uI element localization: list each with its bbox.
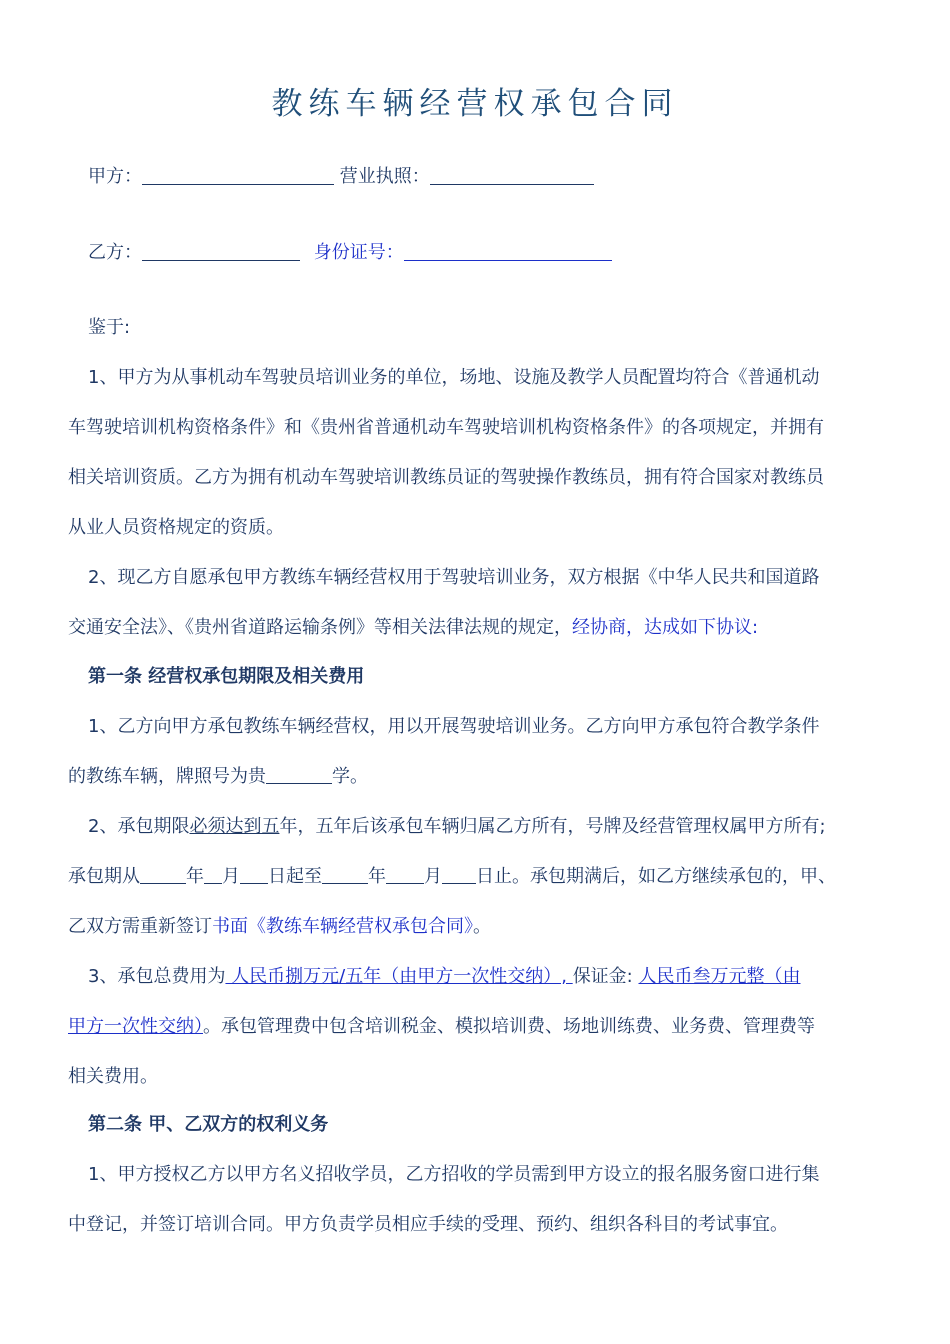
business-license-label: 营业执照： [339,166,430,187]
art1-c3-line-3: 相关费用。 [68,1066,158,1087]
party-a-blank[interactable] [142,166,334,185]
term-label: 2、承包期限 [88,816,190,837]
end-year-blank[interactable] [322,867,368,884]
total-fee-label: 3、承包总费用为 [88,966,226,987]
end-day-text: 日止。承包期满后，如乙方继续承包的，甲、 [476,866,836,887]
party-b-label: 乙方： [88,242,142,263]
art1-c3-line-1 [88,962,908,988]
start-month-blank[interactable] [204,867,222,884]
whereas-label: 鉴于: [88,317,131,338]
art1-c1-line-2 [68,762,888,788]
business-license-blank[interactable] [430,166,594,185]
renew-period: 。 [473,916,491,937]
art1-c2-line-2 [68,862,888,888]
art1-c1-line-1: 1、乙方向甲方承包教练车辆经营权，用以开展驾驶培训业务。乙方向甲方承包符合教学条件 [88,716,820,737]
document-title: 教练车辆经营权承包合同 [271,86,679,122]
end-year-unit: 年 [368,866,386,887]
p1-line-3: 相关培训资质。乙方为拥有机动车驾驶培训教练员证的驾驶操作教练员，拥有符合国家对教练员 [68,467,824,488]
party-a-line [88,162,908,188]
p2-agreement-text: 经协商，达成如下协议: [572,617,759,638]
management-fee-text: 。承包管理费中包含培训税金、模拟培训费、场地训练费、业务费、管理费等 [203,1016,815,1037]
art2-c1-line-2: 中登记，并签订培训合同。甲方负责学员相应手续的受理、预约、组织各科目的考试事宜。 [68,1214,788,1235]
end-month-blank[interactable] [386,867,424,884]
id-number-blank[interactable] [404,242,612,261]
deposit-value: 人民币叁万元整（由 [638,966,801,987]
p1-line-2: 车驾驶培训机构资格条件》和《贵州省普通机动车驾驶培训机构资格条件》的各项规定，并拥有 [68,417,824,438]
term-from-label: 承包期从 [68,866,140,887]
art2-c1-line-1: 1、甲方授权乙方以甲方名义招收学员，乙方招收的学员需到甲方设立的报名服务窗口进行集 [88,1164,820,1185]
art1-c2-line-1 [88,812,908,838]
start-year-unit: 年 [186,866,204,887]
deposit-value-cont: 甲方一次性交纳） [68,1016,203,1037]
p1-line-1: 1、甲方为从事机动车驾驶员培训业务的单位，场地、设施及教学人员配置均符合《普通机动 [88,367,820,388]
party-b-blank[interactable] [142,242,300,261]
p2-line-1: 2、现乙方自愿承包甲方教练车辆经营权用于驾驶培训业务，双方根据《中华人民共和国道路 [88,567,820,588]
deposit-label: 保证金: [572,966,639,987]
plate-number-label: 的教练车辆，牌照号为贵 [68,766,266,787]
term-text: 年，五年后该承包车辆归属乙方所有，号牌及经营管理权属甲方所有; [279,816,826,837]
p2-line-2-text: 交通安全法》、《贵州省道路运输条例》等相关法律法规的规定， [68,617,572,638]
total-fee-value: 人民币捌万元/五年（由甲方一次性交纳）, [225,966,573,987]
article-2-heading: 第二条 甲、乙双方的权利义务 [88,1114,329,1135]
renew-text: 乙双方需重新签订 [68,916,212,937]
party-a-label: 甲方： [88,166,142,187]
art1-c2-line-3 [68,912,888,938]
id-number-label: 身份证号： [313,242,404,263]
p2-line-2 [68,613,888,639]
p1-line-4: 从业人员资格规定的资质。 [68,517,284,538]
contract-name-text: 书面《教练车辆经营权承包合同》 [212,916,473,937]
end-month-unit: 月 [424,866,442,887]
article-1-heading: 第一条 经营权承包期限及相关费用 [88,666,365,687]
end-day-blank[interactable] [442,867,476,884]
start-day-unit: 日起至 [268,866,322,887]
term-five-years: 必须达到五 [189,816,280,837]
art1-c3-line-2 [68,1012,888,1038]
start-day-blank[interactable] [240,867,268,884]
party-b-line [88,238,908,264]
plate-number-blank[interactable] [266,767,332,784]
plate-number-suffix: 学。 [332,766,368,787]
start-year-blank[interactable] [140,867,186,884]
start-month-unit: 月 [222,866,240,887]
